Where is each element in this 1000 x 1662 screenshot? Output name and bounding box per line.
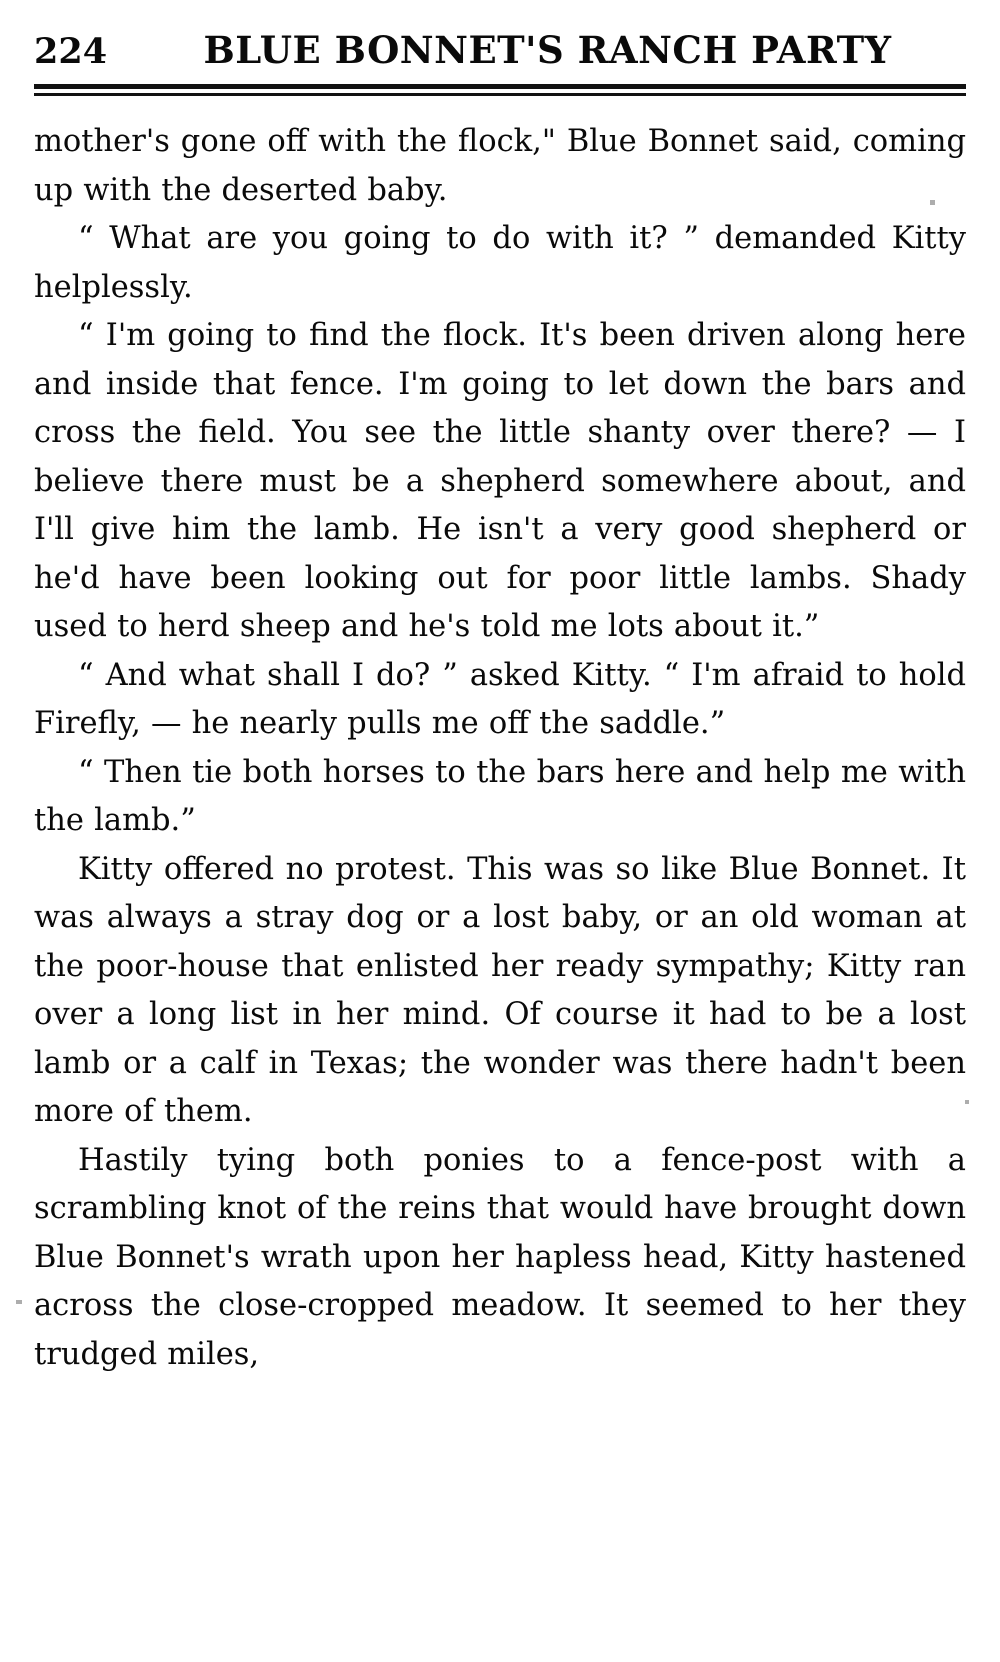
paragraph: Hastily tying both ponies to a fence-post with a scrambling knot of the reins that would have brought down Blue Bonnet's wrath upon her hapless head, Kitty hastened across the close-cropped meadow. It seemed to her they trudged miles,: [34, 1142, 966, 1372]
paragraph: “ And what shall I do? ” asked Kitty. “ I'm afraid to hold Firefly, — he nearly pulls me off the saddle.”: [34, 657, 966, 741]
paragraph: Kitty offered no protest. This was so like Blue Bonnet. It was always a stray dog or a lost baby, or an old woman at the poor-house that enlisted her ready sympathy; Kitty ran over a long list in her mind. Of course it had to be a lost lamb or a calf in Texas; the wonder was there hadn't been more of them.: [34, 851, 966, 1129]
page-number: 224: [34, 31, 108, 72]
paragraph: “ I'm going to find the flock. It's been driven along here and inside that fence. I'm going to let down the bars and cross the field. You see the little shanty over there? — I believe there must be a shepherd somewhere about, and I'll give him the lamb. He isn't a very good shepherd or he'd have been looking out for poor little lambs. Shady used to herd sheep and he's told me lots about it.”: [34, 318, 966, 644]
running-head: [34, 28, 966, 72]
paragraph: mother's gone off with the flock," Blue Bonnet said, coming up with the deserted baby.: [34, 124, 966, 208]
scan-speck: [965, 1100, 969, 1104]
body-text: [34, 118, 966, 1379]
rule-thin: [34, 93, 966, 96]
paragraph: “ Then tie both horses to the bars here and help me with the lamb.”: [34, 754, 966, 838]
header-rule: [34, 84, 966, 96]
scan-speck: [930, 200, 935, 205]
paragraph: “ What are you going to do with it? ” demanded Kitty helplessly.: [34, 221, 966, 305]
scan-speck: [16, 1300, 22, 1304]
running-title: BLUE BONNET'S RANCH PARTY: [203, 28, 892, 72]
